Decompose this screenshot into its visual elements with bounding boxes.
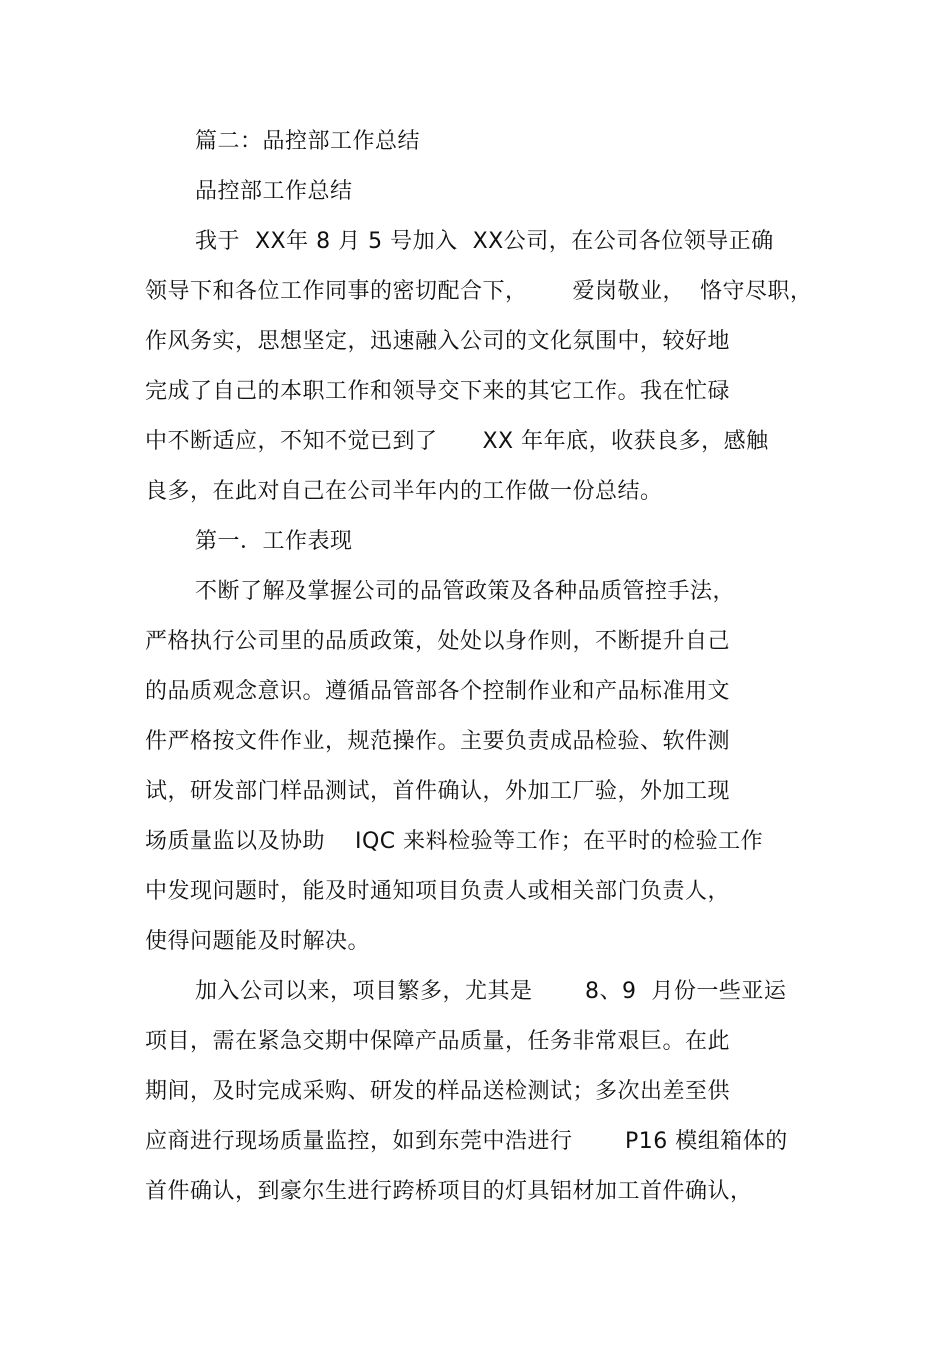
paragraph-line: 期间，及时完成采购、研发的样品送检测试；多次出差至供 — [145, 1079, 731, 1104]
paragraph-line: 试，研发部门样品测试，首件确认，外加工厂验，外加工现 — [145, 779, 731, 804]
paragraph-line: 领导下和各位工作同事的密切配合下， 爱岗敬业， 恪守尽职， — [145, 279, 813, 304]
paragraph-line: 的品质观念意识。遵循品管部各个控制作业和产品标准用文 — [145, 679, 731, 704]
paragraph-line: 中不断适应，不知不觉已到了 XX 年年底，收获良多，感触 — [145, 429, 769, 454]
paragraph-line: 我于 XX年 8 月 5 号加入 XX公司，在公司各位领导正确 — [195, 229, 774, 254]
section-heading: 篇二：品控部工作总结 — [195, 129, 421, 154]
paragraph-line: 项目，需在紧急交期中保障产品质量，任务非常艰巨。在此 — [145, 1029, 731, 1054]
paragraph-line: 件严格按文件作业，规范操作。主要负责成品检验、软件测 — [145, 729, 731, 754]
paragraph-line: 完成了自己的本职工作和领导交下来的其它工作。我在忙碌 — [145, 379, 731, 404]
paragraph-line: 作风务实，思想坚定，迅速融入公司的文化氛围中，较好地 — [145, 329, 731, 354]
paragraph-line: 不断了解及掌握公司的品管政策及各种品质管控手法， — [195, 579, 736, 604]
paragraph-line: 应商进行现场质量监控，如到东莞中浩进行 P16 模组箱体的 — [145, 1129, 788, 1154]
subsection-heading: 第一．工作表现 — [195, 529, 353, 554]
paragraph-line: 良多，在此对自己在公司半年内的工作做一份总结。 — [145, 479, 663, 504]
paragraph-line: 中发现问题时，能及时通知项目负责人或相关部门负责人， — [145, 879, 731, 904]
paragraph-line: 场质量监以及协助 IQC 来料检验等工作；在平时的检验工作 — [145, 829, 764, 854]
paragraph-line: 加入公司以来，项目繁多，尤其是 8、9 月份一些亚运 — [195, 979, 787, 1004]
paragraph-line: 使得问题能及时解决。 — [145, 929, 371, 954]
paragraph-line: 严格执行公司里的品质政策，处处以身作则，不断提升自己 — [145, 629, 731, 654]
paragraph-line: 首件确认，到豪尔生进行跨桥项目的灯具铝材加工首件确认， — [145, 1179, 753, 1204]
document-title: 品控部工作总结 — [195, 179, 353, 204]
